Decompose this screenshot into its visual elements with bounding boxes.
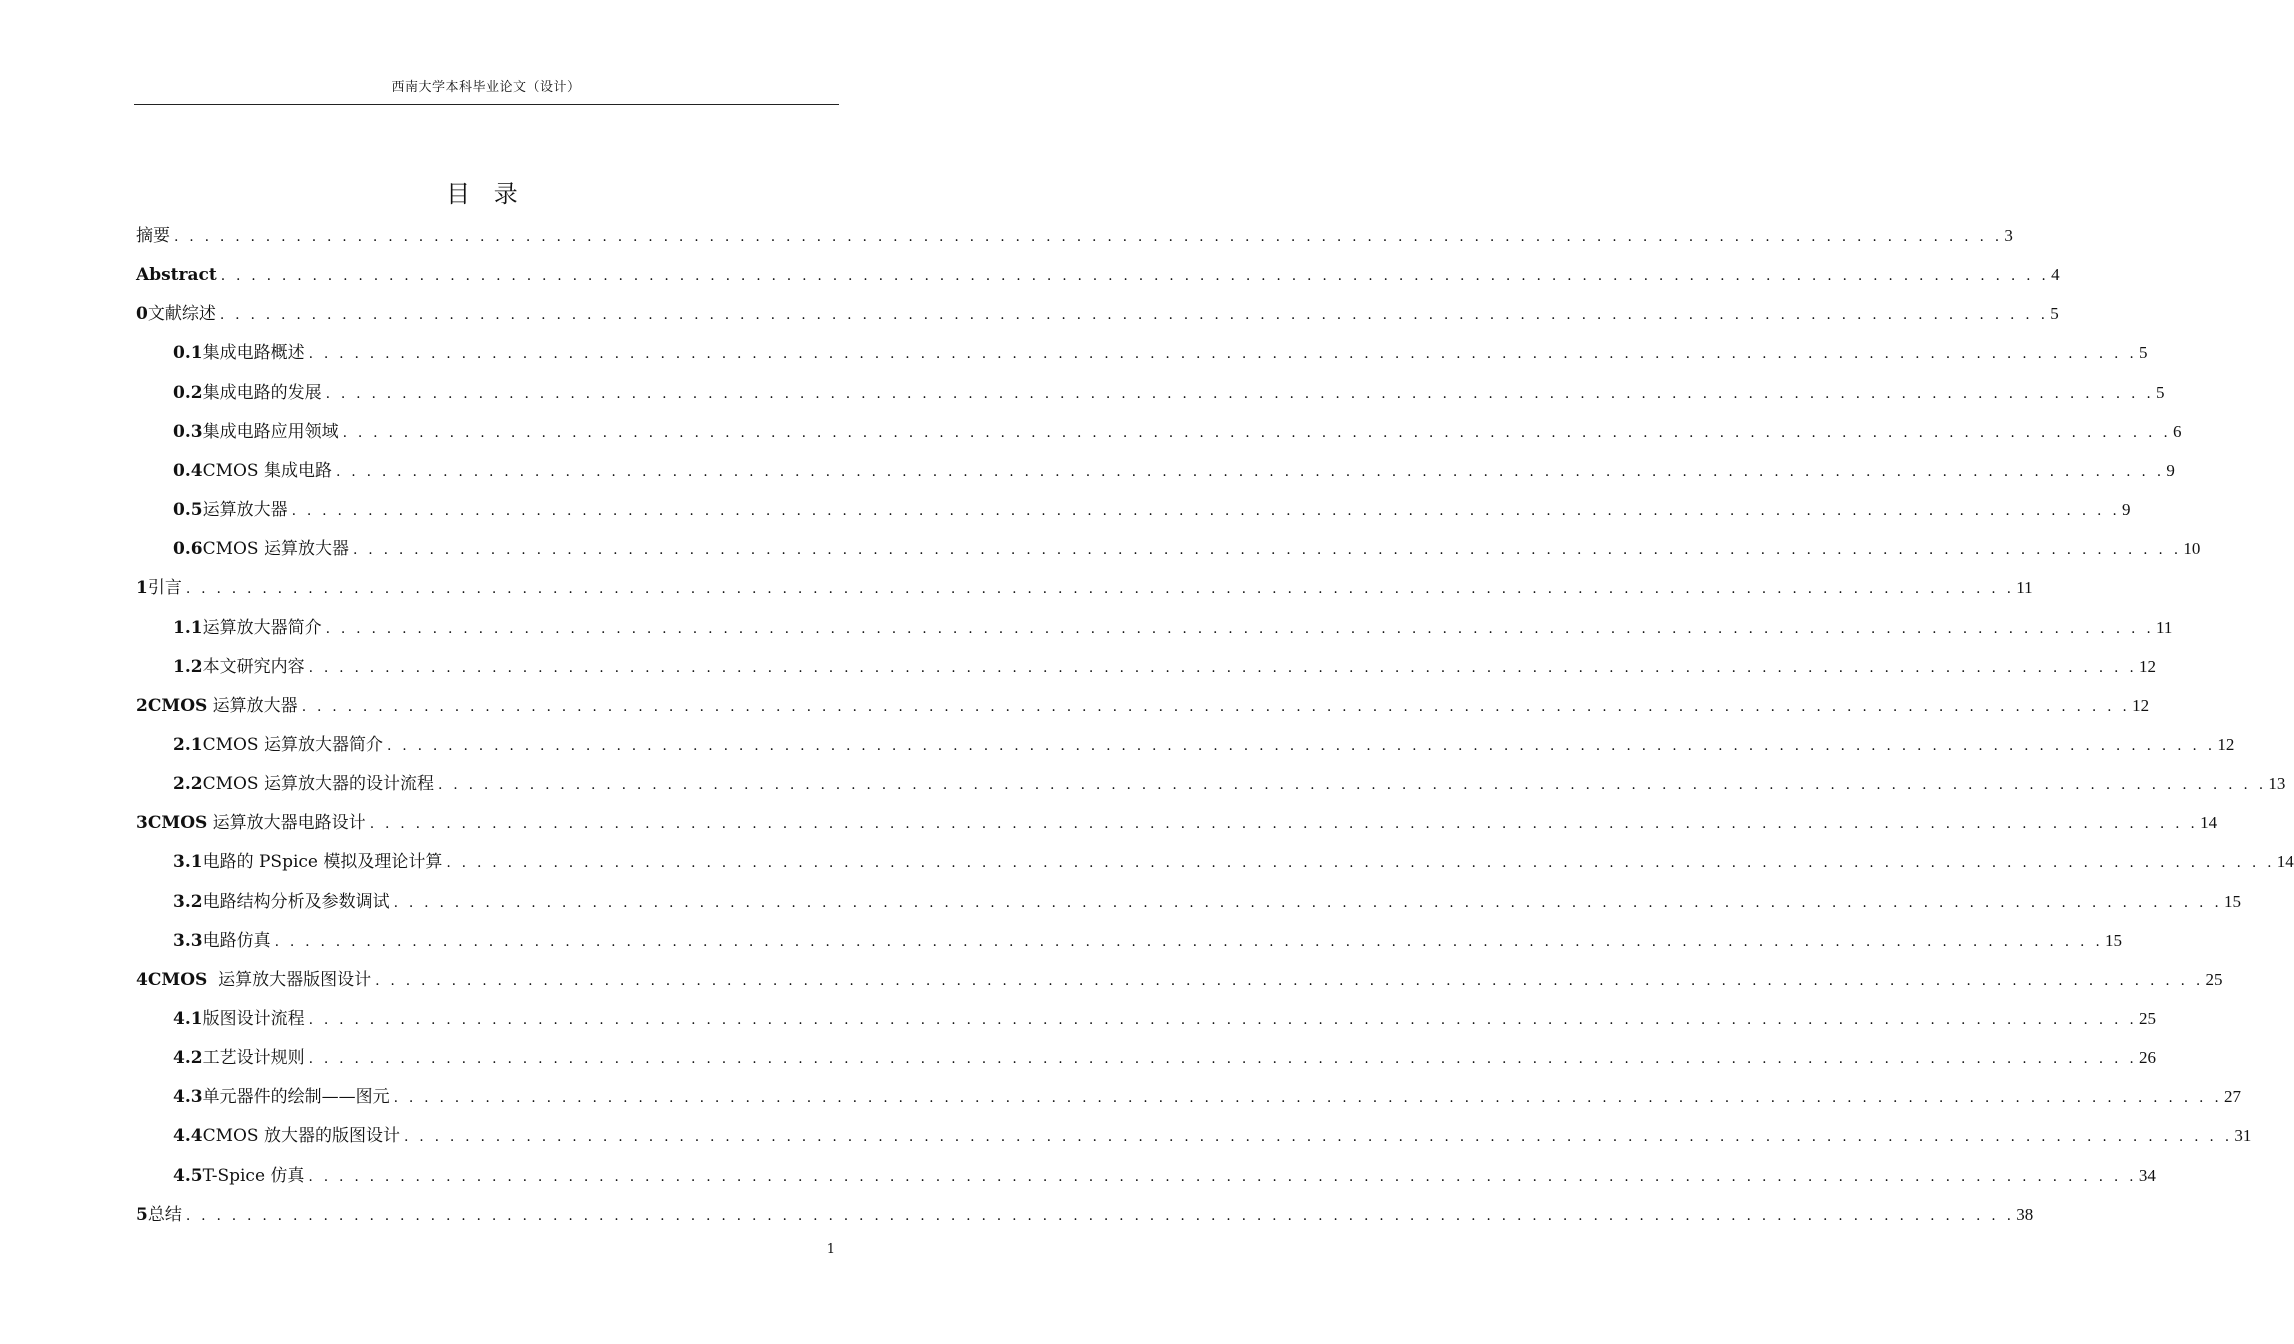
toc-entry-number: 3.2 — [173, 891, 203, 912]
toc-entry-page: 25 — [2138, 1009, 2156, 1028]
toc-entry-number: 2 — [136, 695, 148, 716]
toc-entry-label: CMOS 运算放大器版图设计 — [147, 969, 372, 990]
toc-entry[interactable] — [173, 733, 2235, 757]
toc-entry-label: 总结 — [147, 1204, 182, 1225]
toc-entry-number: 3.3 — [173, 930, 203, 951]
toc-entry-number: 2.1 — [173, 734, 203, 755]
toc-entry[interactable] — [136, 1203, 2034, 1227]
running-header: 西南大学本科毕业论文（设计） — [391, 80, 581, 95]
toc-entry[interactable] — [173, 498, 2131, 522]
toc-leader-dots: . . . . . . . . . . . . . . . . . . . . . . . . . . . . . . . . . . . . . . . . . . . . . . . . . . . . . . . . . . . . . . . . . . . . . . . . . . . . . . . . . . . . . . . . . . . . . . . . . . . . . . . . . . . . . . . . . . . . . . . . — [386, 737, 2216, 754]
toc-entry[interactable] — [173, 381, 2165, 405]
toc-entry-page: 11 — [2155, 617, 2173, 637]
toc-entry[interactable] — [173, 420, 2182, 444]
toc-entry-page: 31 — [2234, 1126, 2252, 1146]
toc-entry[interactable] — [173, 1164, 2156, 1188]
toc-entry[interactable] — [136, 302, 2059, 326]
toc-entry-label: CMOS 运算放大器的设计流程 — [202, 774, 434, 795]
toc-entry-label: CMOS 运算放大器简介 — [202, 734, 383, 755]
toc-entry-number: 2.2 — [173, 774, 203, 795]
page-number: 1 — [826, 1242, 835, 1257]
toc-entry-label: 版图设计流程 — [202, 1009, 305, 1029]
toc-entry-number: 0.5 — [173, 500, 203, 521]
toc-entry-number: 4.2 — [173, 1048, 203, 1069]
toc-entry-number: 4.5 — [173, 1165, 203, 1186]
toc-entry-number: 1.1 — [173, 617, 203, 638]
toc-entry-number: 0.1 — [173, 343, 203, 364]
toc-entry[interactable] — [136, 811, 2218, 835]
toc-leader-dots: . . . . . . . . . . . . . . . . . . . . . . . . . . . . . . . . . . . . . . . . . . . . . . . . . . . . . . . . . . . . . . . . . . . . . . . . . . . . . . . . . . . . . . . . . . . . . . . . . . . . . . . . . . . . . . . . . . . . . . . . — [352, 542, 2182, 559]
toc-entry-label: CMOS 集成电路 — [202, 460, 332, 481]
toc-entry-page: 5 — [2050, 304, 2059, 324]
toc-entry-page: 34 — [2138, 1165, 2156, 1185]
toc-entry[interactable] — [136, 968, 2223, 992]
toc-entry-page: 4 — [2051, 265, 2060, 285]
toc-entry-label: T-Spice 仿真 — [202, 1165, 305, 1186]
toc-entry-label: 引言 — [147, 578, 182, 599]
toc-entry-page: 9 — [2166, 460, 2175, 480]
toc-leader-dots: . . . . . . . . . . . . . . . . . . . . . . . . . . . . . . . . . . . . . . . . . . . . . . . . . . . . . . . . . . . . . . . . . . . . . . . . . . . . . . . . . . . . . . . . . . . . . . . . . . . . . . . . . . . . . . . . . . . . . . . . — [342, 424, 2171, 441]
toc-entry[interactable] — [173, 616, 2173, 640]
toc-entry-label: CMOS 放大器的版图设计 — [202, 1126, 400, 1147]
toc-leader-dots: . . . . . . . . . . . . . . . . . . . . . . . . . . . . . . . . . . . . . . . . . . . . . . . . . . . . . . . . . . . . . . . . . . . . . . . . . . . . . . . . . . . . . . . . . . . . . . . . . . . . . . . . . . . . . . . . . . . . . . . . — [369, 816, 2199, 833]
toc-leader-dots: . . . . . . . . . . . . . . . . . . . . . . . . . . . . . . . . . . . . . . . . . . . . . . . . . . . . . . . . . . . . . . . . . . . . . . . . . . . . . . . . . . . . . . . . . . . . . . . . . . . . . . . . . . . . . . . . . . . . . . . . — [335, 463, 2165, 480]
toc-entry[interactable] — [173, 1124, 2252, 1148]
toc-entry-number: 4.1 — [173, 1009, 203, 1029]
toc-entry-page: 12 — [2132, 695, 2150, 715]
toc-entry-label: 摘要 — [136, 226, 170, 246]
toc-entry-label: 电路结构分析及参数调试 — [202, 891, 390, 912]
toc-entry[interactable] — [173, 1007, 2156, 1031]
toc-leader-dots: . . . . . . . . . . . . . . . . . . . . . . . . . . . . . . . . . . . . . . . . . . . . . . . . . . . . . . . . . . . . . . . . . . . . . . . . . . . . . . . . . . . . . . . . . . . . . . . . . . . . . . . . . . . . . . . . . . . . . . . . — [308, 1051, 2137, 1068]
toc-entry-page: 6 — [2172, 421, 2182, 441]
toc-entry-number: 4.4 — [173, 1126, 203, 1147]
toc-entry-number: 0.2 — [173, 382, 203, 403]
toc-leader-dots: . . . . . . . . . . . . . . . . . . . . . . . . . . . . . . . . . . . . . . . . . . . . . . . . . . . . . . . . . . . . . . . . . . . . . . . . . . . . . . . . . . . . . . . . . . . . . . . . . . . . . . . . . . . . . . . . . . . . . . . . — [325, 620, 2154, 637]
toc-entry-page: 14 — [2200, 813, 2218, 833]
toc-entry[interactable] — [173, 772, 2286, 796]
toc-entry-page: 15 — [2223, 891, 2241, 911]
toc-entry-page: 15 — [2104, 930, 2122, 950]
toc-entry[interactable] — [173, 850, 2294, 874]
toc-entry-number: 0.4 — [173, 460, 203, 481]
toc-entry-number: 3.1 — [173, 852, 203, 873]
toc-entry-number: 0 — [136, 304, 148, 325]
toc-entry[interactable] — [136, 694, 2150, 718]
toc-entry-label: 电路的 PSpice 模拟及理论计算 — [202, 852, 443, 873]
toc-leader-dots: . . . . . . . . . . . . . . . . . . . . . . . . . . . . . . . . . . . . . . . . . . . . . . . . . . . . . . . . . . . . . . . . . . . . . . . . . . . . . . . . . . . . . . . . . . . . . . . . . . . . . . . . . . . . . . . . . . . . . . . . — [185, 1207, 2015, 1224]
toc-leader-dots: . . . . . . . . . . . . . . . . . . . . . . . . . . . . . . . . . . . . . . . . . . . . . . . . . . . . . . . . . . . . . . . . . . . . . . . . . . . . . . . . . . . . . . . . . . . . . . . . . . . . . . . . . . . . . . . . . . . . . . . . — [308, 1012, 2137, 1028]
toc-entry[interactable] — [136, 224, 2013, 248]
toc-entry-page: 13 — [2268, 774, 2286, 794]
toc-entry[interactable] — [136, 576, 2033, 600]
toc-title: 目 录 — [446, 180, 526, 208]
toc-leader-dots: . . . . . . . . . . . . . . . . . . . . . . . . . . . . . . . . . . . . . . . . . . . . . . . . . . . . . . . . . . . . . . . . . . . . . . . . . . . . . . . . . . . . . . . . . . . . . . . . . . . . . . . . . . . . . . . . . . . . . . . . — [308, 659, 2137, 676]
toc-leader-dots: . . . . . . . . . . . . . . . . . . . . . . . . . . . . . . . . . . . . . . . . . . . . . . . . . . . . . . . . . . . . . . . . . . . . . . . . . . . . . . . . . . . . . . . . . . . . . . . . . . . . . . . . . . . . . . . . . . . . . . . . — [308, 346, 2137, 363]
toc-entry-page: 12 — [2217, 734, 2235, 754]
toc-leader-dots: . . . . . . . . . . . . . . . . . . . . . . . . . . . . . . . . . . . . . . . . . . . . . . . . . . . . . . . . . . . . . . . . . . . . . . . . . . . . . . . . . . . . . . . . . . . . . . . . . . . . . . . . . . . . . . . . . . . . . . . . — [393, 1090, 2222, 1107]
toc-entry-label: CMOS 运算放大器电路设计 — [147, 813, 366, 834]
toc-leader-dots: . . . . . . . . . . . . . . . . . . . . . . . . . . . . . . . . . . . . . . . . . . . . . . . . . . . . . . . . . . . . . . . . . . . . . . . . . . . . . . . . . . . . . . . . . . . . . . . . . . . . . . . . . . . . . . . . . . . . . . . . — [437, 777, 2267, 794]
toc-entry-page: 9 — [2121, 500, 2131, 520]
toc-entry-page: 12 — [2138, 656, 2156, 676]
toc-entry-label: 集成电路应用领域 — [202, 421, 339, 442]
toc-entry-label: 本文研究内容 — [202, 656, 305, 677]
toc-leader-dots: . . . . . . . . . . . . . . . . . . . . . . . . . . . . . . . . . . . . . . . . . . . . . . . . . . . . . . . . . . . . . . . . . . . . . . . . . . . . . . . . . . . . . . . . . . . . . . . . . . . . . . . . . . . . . . . . . . . . . . . . — [219, 307, 2049, 324]
toc-entry-page: 5 — [2138, 343, 2148, 363]
toc-entry-page: 3 — [2004, 226, 2013, 245]
toc-leader-dots: . . . . . . . . . . . . . . . . . . . . . . . . . . . . . . . . . . . . . . . . . . . . . . . . . . . . . . . . . . . . . . . . . . . . . . . . . . . . . . . . . . . . . . . . . . . . . . . . . . . . . . . . . . . . . . . . . . . . . . . . — [274, 933, 2103, 950]
toc-entry-label: CMOS 运算放大器 — [147, 695, 298, 716]
toc-entry-number: 1 — [136, 578, 148, 599]
toc-entry-page: 38 — [2016, 1204, 2034, 1224]
header-rule — [134, 104, 839, 105]
toc-entry-label: 工艺设计规则 — [202, 1048, 305, 1069]
toc-entry-label: Abstract — [136, 265, 217, 286]
toc-entry-page: 14 — [2276, 852, 2294, 872]
toc-entry-label: CMOS 运算放大器 — [202, 539, 349, 560]
toc-leader-dots: . . . . . . . . . . . . . . . . . . . . . . . . . . . . . . . . . . . . . . . . . . . . . . . . . . . . . . . . . . . . . . . . . . . . . . . . . . . . . . . . . . . . . . . . . . . . . . . . . . . . . . . . . . . . . . . . . . . . . . . . — [403, 1129, 2233, 1146]
toc-entry[interactable] — [173, 1046, 2156, 1070]
toc-leader-dots: . . . . . . . . . . . . . . . . . . . . . . . . . . . . . . . . . . . . . . . . . . . . . . . . . . . . . . . . . . . . . . . . . . . . . . . . . . . . . . . . . . . . . . . . . . . . . . . . . . . . . . . . . . . . . . . . . . . . . . . . — [220, 268, 2050, 285]
toc-entry-number: 4 — [136, 969, 148, 990]
toc-entry-label: 运算放大器 — [202, 500, 288, 521]
toc-entry-page: 11 — [2016, 578, 2033, 598]
toc-entry-label: 电路仿真 — [202, 930, 271, 951]
toc-entry[interactable] — [173, 1085, 2241, 1109]
toc-entry-page: 26 — [2138, 1048, 2156, 1068]
toc-entry-page: 5 — [2155, 382, 2165, 402]
toc-entry-number: 4.3 — [173, 1087, 203, 1108]
toc-leader-dots: . . . . . . . . . . . . . . . . . . . . . . . . . . . . . . . . . . . . . . . . . . . . . . . . . . . . . . . . . . . . . . . . . . . . . . . . . . . . . . . . . . . . . . . . . . . . . . . . . . . . . . . . . . . . . . . . . . . . . . . . — [301, 698, 2131, 715]
toc-entry-page: 10 — [2183, 539, 2201, 559]
toc-entry-number: 5 — [136, 1204, 148, 1225]
toc-entry-number: 0.6 — [173, 539, 203, 560]
toc-entry-number: 1.2 — [173, 656, 203, 677]
toc-entry[interactable] — [173, 459, 2175, 483]
toc-entry-number: 3 — [136, 813, 148, 834]
toc-leader-dots: . . . . . . . . . . . . . . . . . . . . . . . . . . . . . . . . . . . . . . . . . . . . . . . . . . . . . . . . . . . . . . . . . . . . . . . . . . . . . . . . . . . . . . . . . . . . . . . . . . . . . . . . . . . . . . . . . . . . . . . . — [174, 229, 2003, 245]
toc-entry-label: 单元器件的绘制——图元 — [202, 1087, 390, 1108]
toc-entry[interactable] — [173, 537, 2201, 561]
toc-leader-dots: . . . . . . . . . . . . . . . . . . . . . . . . . . . . . . . . . . . . . . . . . . . . . . . . . . . . . . . . . . . . . . . . . . . . . . . . . . . . . . . . . . . . . . . . . . . . . . . . . . . . . . . . . . . . . . . . . . . . . . . . — [375, 972, 2204, 989]
toc-entry-page: 27 — [2223, 1087, 2241, 1107]
toc-leader-dots: . . . . . . . . . . . . . . . . . . . . . . . . . . . . . . . . . . . . . . . . . . . . . . . . . . . . . . . . . . . . . . . . . . . . . . . . . . . . . . . . . . . . . . . . . . . . . . . . . . . . . . . . . . . . . . . . . . . . . . . . — [325, 385, 2154, 402]
toc-leader-dots: . . . . . . . . . . . . . . . . . . . . . . . . . . . . . . . . . . . . . . . . . . . . . . . . . . . . . . . . . . . . . . . . . . . . . . . . . . . . . . . . . . . . . . . . . . . . . . . . . . . . . . . . . . . . . . . . . . . . . . . . — [185, 581, 2015, 598]
toc-entry[interactable] — [173, 341, 2148, 365]
toc-entry-label: 集成电路概述 — [202, 343, 305, 364]
toc-entry-label: 文献综述 — [147, 304, 216, 325]
toc-entry-number: 0.3 — [173, 421, 203, 442]
toc-entry-label: 集成电路的发展 — [202, 382, 322, 403]
toc-entry[interactable] — [173, 655, 2156, 679]
toc-entry[interactable] — [173, 929, 2122, 953]
toc-leader-dots: . . . . . . . . . . . . . . . . . . . . . . . . . . . . . . . . . . . . . . . . . . . . . . . . . . . . . . . . . . . . . . . . . . . . . . . . . . . . . . . . . . . . . . . . . . . . . . . . . . . . . . . . . . . . . . . . . . . . . . . . — [308, 1168, 2137, 1185]
toc-leader-dots: . . . . . . . . . . . . . . . . . . . . . . . . . . . . . . . . . . . . . . . . . . . . . . . . . . . . . . . . . . . . . . . . . . . . . . . . . . . . . . . . . . . . . . . . . . . . . . . . . . . . . . . . . . . . . . . . . . . . . . . . — [446, 855, 2275, 872]
toc-entry[interactable] — [136, 263, 2060, 287]
toc-entry[interactable] — [173, 890, 2241, 914]
toc-entry-label: 运算放大器简介 — [202, 617, 322, 638]
toc-entry-page: 25 — [2205, 969, 2223, 989]
toc-leader-dots: . . . . . . . . . . . . . . . . . . . . . . . . . . . . . . . . . . . . . . . . . . . . . . . . . . . . . . . . . . . . . . . . . . . . . . . . . . . . . . . . . . . . . . . . . . . . . . . . . . . . . . . . . . . . . . . . . . . . . . . . — [393, 894, 2222, 911]
toc-leader-dots: . . . . . . . . . . . . . . . . . . . . . . . . . . . . . . . . . . . . . . . . . . . . . . . . . . . . . . . . . . . . . . . . . . . . . . . . . . . . . . . . . . . . . . . . . . . . . . . . . . . . . . . . . . . . . . . . . . . . . . . . — [291, 503, 2120, 520]
